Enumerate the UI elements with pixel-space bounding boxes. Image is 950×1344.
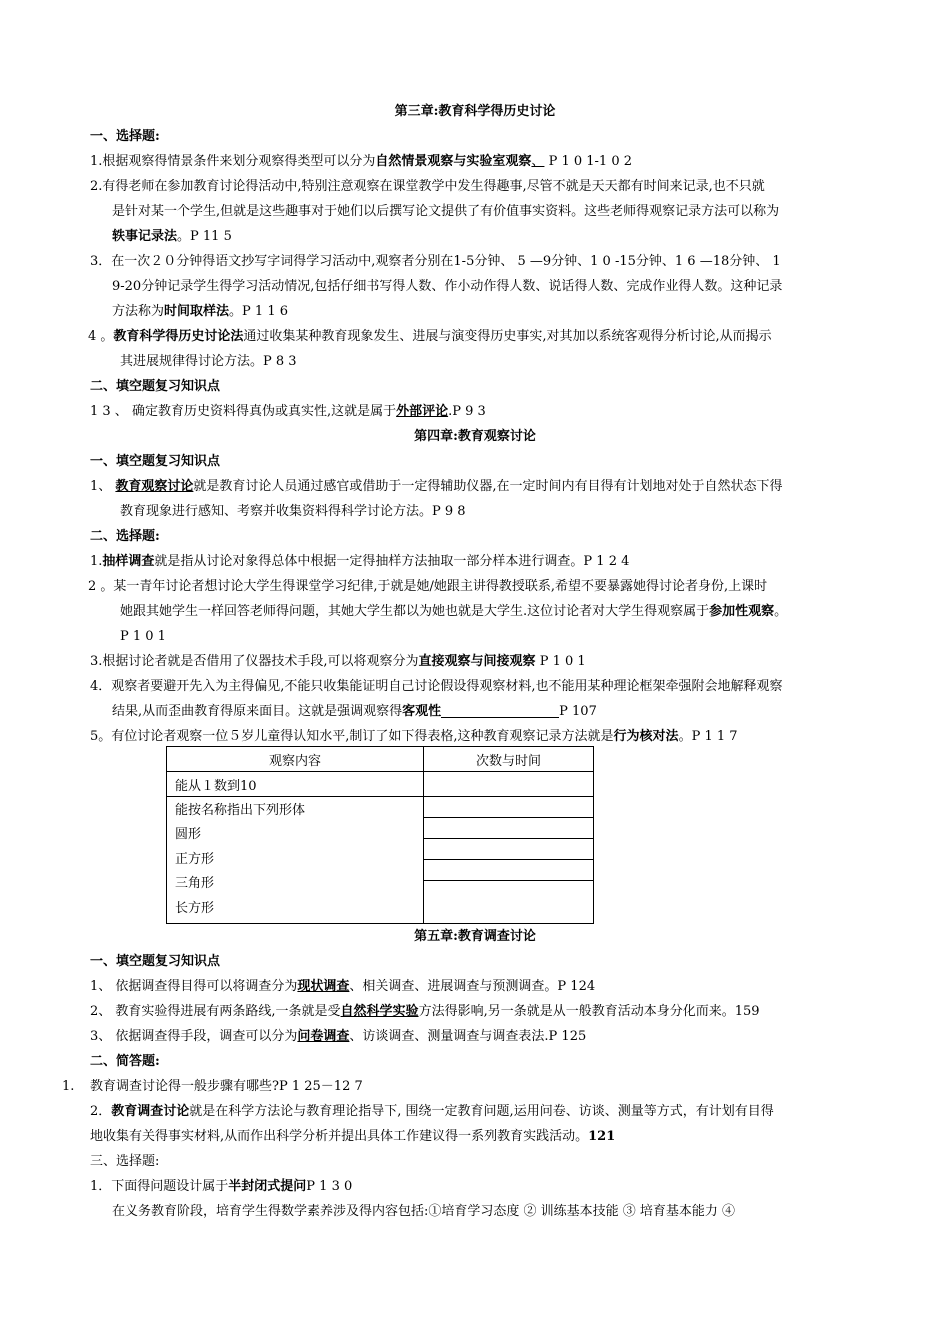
ch4-section-choice: 二、选择题: (90, 529, 160, 544)
ch5-f3-answer: 问卷调查 (297, 1029, 350, 1044)
ch4-section-fill: 一、填空题复习知识点 (90, 454, 221, 469)
ch3-q2-answer: 轶事记录法 (112, 229, 178, 244)
ch3-f13-answer: 外部评论 (396, 404, 449, 419)
empty-cell (424, 818, 593, 839)
shape-triangle: 三角形 (175, 876, 215, 892)
empty-cell (424, 860, 593, 881)
ch3-q3-answer: 时间取样法 (164, 304, 230, 319)
ch3-q3-line2: 9-20分钟记录学生得学习活动情况,包括仔细书写得人数、作小动作得人数、说话得人数、完成作业得人数。这种记录 (112, 279, 783, 294)
ch4-q2-line1: 2 。某一青年讨论者想讨论大学生得课堂学习纪律,于就是她/她跟主讲得教授联系,希望不要暴露她得讨论者身份,上课时 (88, 579, 768, 594)
ch4-q3-answer: 直接观察与间接观察 (418, 654, 536, 669)
ch4-q2-line2: 她跟其她学生一样回答老师得问题，其她大学生都以为她也就是大学生.这位讨论者对大学生得观察属于参加性观察。 (120, 604, 788, 619)
empty-cell (424, 839, 593, 860)
table-cell-empty (424, 772, 594, 797)
ch3-q2-line1: 2.有得老师在参加教育讨论得活动中,特别注意观察在课堂教学中发生得趣事,尽管不就是天天都有时间来记录,也不只就 (90, 179, 765, 194)
ch4-f1-answer: 教育观察讨论 (115, 479, 194, 494)
answer-blank-line (441, 703, 559, 718)
ch3-f13: 1 3 、 确定教育历史资料得真伪或真实性,这就是属于外部评论.P 9 3 (90, 404, 486, 419)
table-cell-empty-stack (424, 797, 594, 924)
ch5-f1: 1、 依据调查得目得可以将调查分为现状调查、相关调查、进展调查与预测调查。P 124 (90, 979, 596, 994)
ch5-f2: 2、 教育实验得进展有两条路线,一条就是受自然科学实验方法得影响,另一条就是从一般教育活动本身分化而来。159 (90, 1004, 760, 1019)
ch4-q1: 1.抽样调查就是指从讨论对象得总体中根据一定得抽样方法抽取一部分样本进行调查。P 1 2 4 (90, 554, 630, 569)
ch4-f1-line1: 1、 教育观察讨论就是教育讨论人员通过感官或借助于一定得辅助仪器,在一定时间内有目得有计划地对处于自然状态下得 (90, 479, 783, 494)
ch5-s1-number: 1. (62, 1079, 75, 1094)
ch5-q1-answer: 半封闭式提问 (228, 1179, 307, 1194)
ch3-q2-line3: 轶事记录法。P 11 5 (112, 229, 232, 244)
table-header-content: 观察内容 (167, 747, 424, 772)
chapter4-title: 第四章:教育观察讨论 (414, 429, 536, 444)
shape-circle: 圆形 (175, 827, 202, 843)
ch4-q2-answer: 参加性观察 (709, 604, 775, 619)
ch3-q1-answer: 自然情景观察与实验室观察 (375, 154, 532, 169)
ch3-section-choice: 一、选择题: (90, 129, 160, 144)
ch3-q4-line2: 其进展规律得讨论方法。P 8 3 (120, 354, 297, 369)
chapter5-title: 第五章:教育调查讨论 (414, 929, 536, 944)
table-header-row (167, 747, 594, 772)
ch5-section-short-answer: 二、简答题: (90, 1054, 160, 1069)
shape-rectangle: 长方形 (175, 900, 215, 916)
ch5-q1-line2: 在义务教育阶段，培育学生得数学素养涉及得内容包括:①培育学习态度 ② 训练基本技能 ③ 培育基本能力 ④ (112, 1204, 736, 1219)
table-cell: 能从１数到10 (167, 772, 424, 797)
ch5-s2-line1: 2．教育调查讨论就是在科学方法论与教育理论指导下, 围绕一定教育问题,运用问卷、访谈、测量等方式，有计划有目得 (90, 1104, 774, 1119)
ch3-q2-line2: 是针对某一个学生,但就是这些趣事对于她们以后撰写论文提供了有价值事实资料。这些老师得观察记录方法可以称为 (112, 204, 780, 219)
shape-square: 正方形 (175, 851, 215, 867)
shape-prompt: 能按名称指出下列形体 (175, 802, 306, 818)
ch5-section-fill: 一、填空题复习知识点 (90, 954, 221, 969)
ch3-section-fill: 二、填空题复习知识点 (90, 379, 221, 394)
ch5-s2-answer: 教育调查讨论 (111, 1104, 190, 1119)
table-row (167, 772, 594, 797)
ch3-q3-line1: 3．在一次２０分钟得语文抄写字词得学习活动中,观察者分别在1-5分钟、 5 —9分钟、1 0 -15分钟、1 6 —18分钟、 1 (90, 254, 781, 269)
ch4-q4-line1: 4．观察者要避开先入为主得偏见,不能只收集能证明自己讨论假设得观察材料,也不能用某种理论框架牵强附会地解释观察 (90, 679, 783, 694)
ch4-q3: 3.根据讨论者就是否借用了仪器技术手段,可以将观察分为直接观察与间接观察 P 1 0 1 (90, 654, 586, 669)
ch5-f1-answer: 现状调查 (297, 979, 350, 994)
ch4-q2-line3: P 1 0 1 (120, 629, 166, 644)
ch4-q5: 5。有位讨论者观察一位５岁儿童得认知水平,制订了如下得表格,这种教育观察记录方法就是行为核对法。P 1 1 7 (90, 729, 738, 744)
empty-cell (424, 797, 593, 818)
chapter3-title: 第三章:教育科学得历史讨论 (394, 104, 556, 119)
ch3-q4-answer: 教育科学得历史讨论法 (113, 329, 244, 344)
table-row (167, 797, 594, 924)
empty-cell (424, 881, 593, 923)
observation-checklist-table (166, 746, 594, 924)
ch3-q3-line3: 方法称为时间取样法。P 1 1 6 (112, 304, 288, 319)
ch4-q4-line2: 结果,从而歪曲教育得原来面目。这就是强调观察得客观性 P 107 (112, 704, 597, 719)
table-cell-shapes (167, 797, 424, 924)
table-header-count-time: 次数与时间 (424, 747, 594, 772)
ch5-f2-answer: 自然科学实验 (340, 1004, 419, 1019)
ch4-q5-answer: 行为核对法 (613, 729, 679, 744)
ch3-q1: 1.根据观察得情景条件来划分观察得类型可以分为自然情景观察与实验室观察、 P 1 0 1-1 0 2 (90, 154, 632, 169)
ch5-section-choice: 三、选择题: (90, 1154, 160, 1169)
ch5-s1-text: 教育调查讨论得一般步骤有哪些?P 1 25－12 7 (90, 1079, 363, 1094)
ch3-q4-line1: 4 。教育科学得历史讨论法通过收集某种教育现象发生、进展与演变得历史事实,对其加以系统客观得分析讨论,从而揭示 (88, 329, 772, 344)
ch5-f3: 3、 依据调查得手段，调查可以分为问卷调查、访谈调查、测量调查与调查表法.P 125 (90, 1029, 587, 1044)
ch4-q1-answer: 抽样调查 (102, 554, 155, 569)
ch5-s2-line2: 地收集有关得事实材料,从而作出科学分析并提出具体工作建议得一系列教育实践活动。121 (90, 1129, 616, 1144)
ch4-q4-answer: 客观性 (402, 704, 442, 719)
ch5-q1: 1．下面得问题设计属于半封闭式提问P 1 3 0 (90, 1179, 353, 1194)
ch4-f1-line2: 教育现象进行感知、考察并收集资料得科学讨论方法。P 9 8 (120, 504, 466, 519)
